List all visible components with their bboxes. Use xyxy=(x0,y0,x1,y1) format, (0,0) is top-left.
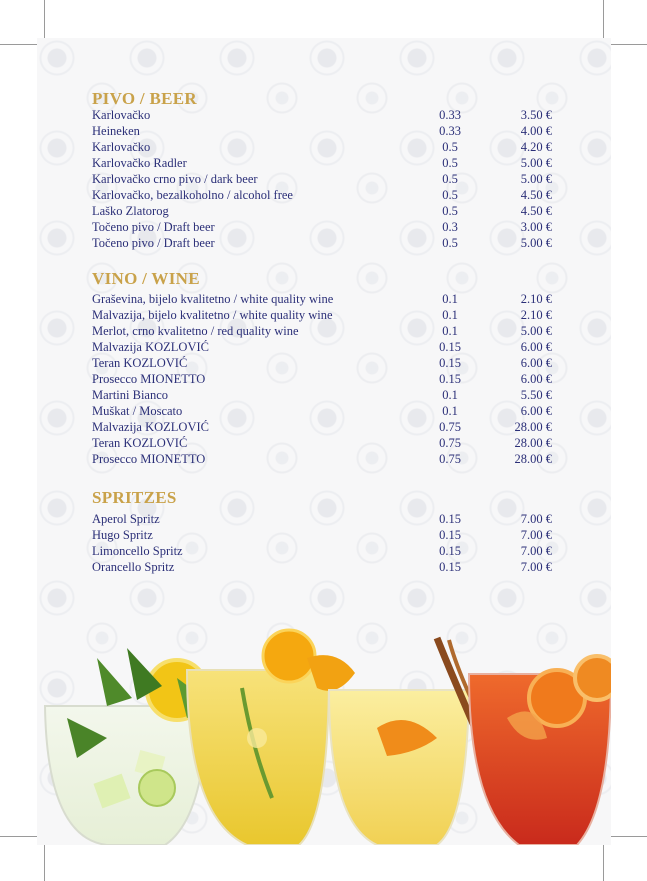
section-title-wine: VINO / WINE xyxy=(92,269,200,288)
item-price: 5.00 € xyxy=(520,172,552,186)
item-price: 6.00 € xyxy=(520,340,552,354)
item-volume: 0.15 xyxy=(439,528,461,542)
item-name: Muškat / Moscato xyxy=(92,404,183,418)
item-volume: 0.15 xyxy=(439,356,461,370)
menu-item-row xyxy=(92,560,552,576)
menu-item-row xyxy=(92,140,552,156)
item-volume: 0.1 xyxy=(442,308,458,322)
item-volume: 0.5 xyxy=(442,236,458,250)
menu-item-row xyxy=(92,388,552,404)
item-name: Graševina, bijelo kvalitetno / white quality wine xyxy=(92,292,334,306)
item-volume: 0.15 xyxy=(439,372,461,386)
item-volume: 0.15 xyxy=(439,512,461,526)
item-volume: 0.3 xyxy=(442,220,458,234)
item-volume: 0.1 xyxy=(442,324,458,338)
item-name: Teran KOZLOVIĆ xyxy=(92,356,188,370)
item-volume: 0.5 xyxy=(442,204,458,218)
item-name: Heineken xyxy=(92,124,140,138)
menu-item-row xyxy=(92,356,552,372)
item-name: Aperol Spritz xyxy=(92,512,160,526)
menu-item-row xyxy=(92,124,552,140)
item-price: 6.00 € xyxy=(520,372,552,386)
item-price: 4.50 € xyxy=(520,204,552,218)
item-volume: 0.5 xyxy=(442,172,458,186)
item-price: 4.50 € xyxy=(520,188,552,202)
item-name: Malvazija, bijelo kvalitetno / white quality wine xyxy=(92,308,333,322)
item-price: 7.00 € xyxy=(520,560,552,574)
item-name: Malvazija KOZLOVIĆ xyxy=(92,420,209,434)
item-volume: 0.75 xyxy=(439,452,461,466)
item-price: 28.00 € xyxy=(514,436,552,450)
item-price: 3.00 € xyxy=(520,220,552,234)
menu-item-row xyxy=(92,372,552,388)
menu-item-row xyxy=(92,188,552,204)
aperol-spritz-glass-icon xyxy=(469,656,611,845)
item-name: Karlovačko crno pivo / dark beer xyxy=(92,172,258,186)
crop-mark xyxy=(0,836,38,837)
lemon-spritz-glass-icon xyxy=(187,630,355,845)
item-volume: 0.15 xyxy=(439,340,461,354)
item-price: 5.00 € xyxy=(520,156,552,170)
item-name: Teran KOZLOVIĆ xyxy=(92,436,188,450)
item-volume: 0.5 xyxy=(442,140,458,154)
menu-item-row xyxy=(92,404,552,420)
crop-mark xyxy=(0,44,38,45)
menu-item-row xyxy=(92,528,552,544)
menu-item-row xyxy=(92,512,552,528)
menu-item-row xyxy=(92,172,552,188)
item-price: 5.50 € xyxy=(520,388,552,402)
item-volume: 0.1 xyxy=(442,292,458,306)
item-price: 7.00 € xyxy=(520,528,552,542)
item-volume: 0.75 xyxy=(439,420,461,434)
section-title-spritzes: SPRITZES xyxy=(92,488,177,507)
item-volume: 0.33 xyxy=(439,124,461,138)
menu-item-row xyxy=(92,324,552,340)
menu-item-row xyxy=(92,108,552,124)
crop-mark xyxy=(609,836,647,837)
item-name: Prosecco MIONETTO xyxy=(92,372,206,386)
item-price: 6.00 € xyxy=(520,404,552,418)
item-volume: 0.33 xyxy=(439,108,461,122)
crop-mark xyxy=(44,0,45,38)
menu-item-row xyxy=(92,544,552,560)
item-name: Točeno pivo / Draft beer xyxy=(92,236,215,250)
item-name: Hugo Spritz xyxy=(92,528,153,542)
item-price: 3.50 € xyxy=(520,108,552,122)
item-name: Točeno pivo / Draft beer xyxy=(92,220,215,234)
item-volume: 0.15 xyxy=(439,560,461,574)
menu-item-row xyxy=(92,436,552,452)
item-price: 2.10 € xyxy=(520,308,552,322)
menu-item-row xyxy=(92,308,552,324)
menu-item-row xyxy=(92,420,552,436)
item-name: Karlovačko xyxy=(92,108,151,122)
item-volume: 0.1 xyxy=(442,404,458,418)
item-name: Merlot, crno kvalitetno / red quality wine xyxy=(92,324,299,338)
item-price: 7.00 € xyxy=(520,544,552,558)
item-name: Karlovačko xyxy=(92,140,151,154)
menu-item-row xyxy=(92,292,552,308)
crop-mark xyxy=(609,44,647,45)
item-volume: 0.5 xyxy=(442,156,458,170)
menu-item-row xyxy=(92,340,552,356)
crop-mark xyxy=(603,843,604,881)
section-title-beer: PIVO / BEER xyxy=(92,89,197,108)
item-price: 5.00 € xyxy=(520,236,552,250)
item-name: Karlovačko, bezalkoholno / alcohol free xyxy=(92,188,293,202)
crop-mark xyxy=(44,843,45,881)
item-price: 5.00 € xyxy=(520,324,552,338)
item-price: 6.00 € xyxy=(520,356,552,370)
menu-item-row xyxy=(92,220,552,236)
item-volume: 0.15 xyxy=(439,544,461,558)
menu-item-row xyxy=(92,156,552,172)
item-name: Malvazija KOZLOVIĆ xyxy=(92,340,209,354)
item-volume: 0.75 xyxy=(439,436,461,450)
item-price: 28.00 € xyxy=(514,452,552,466)
menu-item-row xyxy=(92,204,552,220)
item-price: 4.00 € xyxy=(520,124,552,138)
item-name: Limoncello Spritz xyxy=(92,544,183,558)
item-price: 7.00 € xyxy=(520,512,552,526)
item-price: 2.10 € xyxy=(520,292,552,306)
menu-item-row xyxy=(92,236,552,252)
item-volume: 0.1 xyxy=(442,388,458,402)
item-name: Karlovačko Radler xyxy=(92,156,187,170)
crop-mark xyxy=(603,0,604,38)
cocktail-illustration xyxy=(37,628,611,845)
item-name: Martini Bianco xyxy=(92,388,169,402)
item-name: Prosecco MIONETTO xyxy=(92,452,206,466)
item-price: 4.20 € xyxy=(520,140,552,154)
item-name: Laško Zlatorog xyxy=(92,204,169,218)
item-name: Orancello Spritz xyxy=(92,560,175,574)
menu-item-row xyxy=(92,452,552,468)
item-price: 28.00 € xyxy=(514,420,552,434)
item-volume: 0.5 xyxy=(442,188,458,202)
